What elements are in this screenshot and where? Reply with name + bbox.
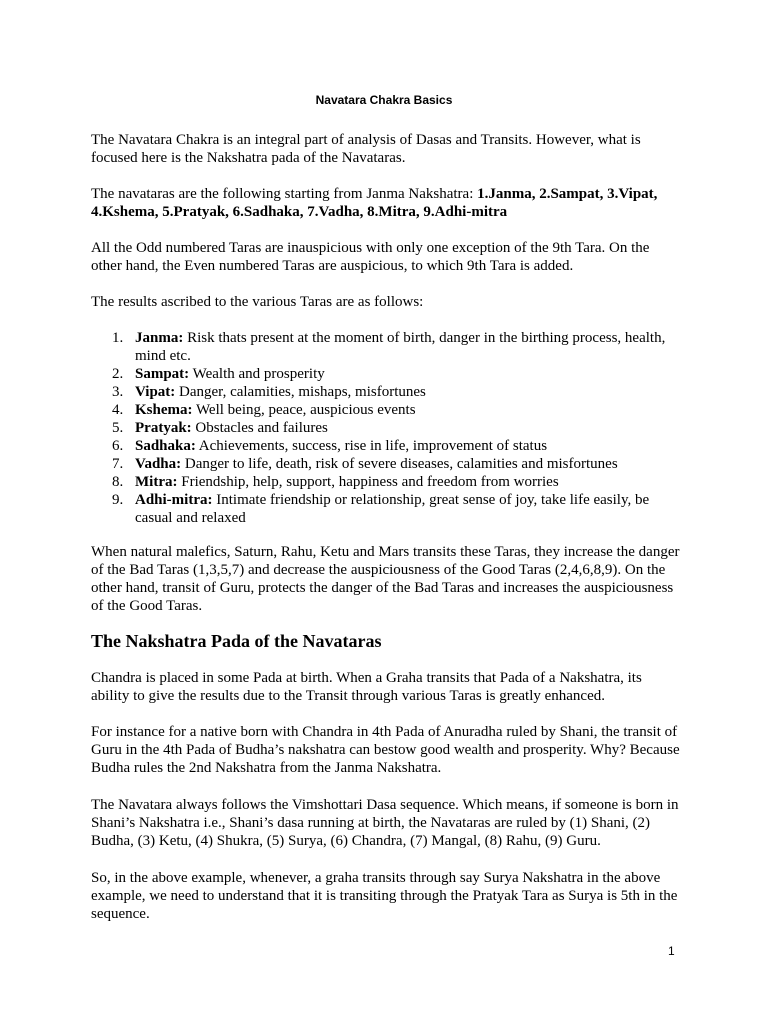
taras-list	[91, 329, 681, 527]
navataras-lead: The navataras are the following starting from Janma Nakshatra:	[91, 186, 478, 202]
list-item	[91, 365, 681, 383]
list-item	[91, 401, 681, 419]
list-item-number: 4.	[112, 402, 124, 418]
vimshottari-paragraph: The Navatara always follows the Vimshottari Dasa sequence. Which means, if someone is born in Shani’s Nakshatra i.e., Shani’s dasa running at birth, the Navataras are ruled by (1) Shani, (2) Budha, (3) Ketu, (4) Shukra, (5) Surya, (6) Chandra, (7) Mangal, (8) Rahu, (9) Guru.	[91, 797, 679, 849]
list-item	[91, 473, 681, 491]
tara-description: Danger, calamities, mishaps, misfortunes	[175, 384, 426, 400]
instance-paragraph: For instance for a native born with Chandra in 4th Pada of Anuradha ruled by Shani, the transit of Guru in the 4th Pada of Budha’s nakshatra can bestow good wealth and prosperity. Why? Because Budha rules the 2nd Nakshatra from the Janma Nakshatra.	[91, 724, 680, 776]
chandra-paragraph: Chandra is placed in some Pada at birth. When a Graha transits that Pada of a Nakshatra, its ability to give the results due to the Transit through various Taras is greatly enhanced.	[91, 670, 642, 704]
section-heading: The Nakshatra Pada of the Navataras	[91, 631, 382, 651]
list-item-number: 3.	[112, 384, 124, 400]
list-item-number: 7.	[112, 456, 124, 472]
page-number: 1	[668, 944, 675, 958]
tara-description: Wealth and prosperity	[189, 366, 325, 382]
malefics-paragraph: When natural malefics, Saturn, Rahu, Ketu and Mars transits these Taras, they increase the danger of the Bad Taras (1,3,5,7) and decrease the auspiciousness of the Good Taras (2,4,6,8,9). On the other hand, transit of Guru, protects the danger of the Bad Taras and increases the auspiciousness of the Good Taras.	[91, 544, 680, 614]
list-item-number: 5.	[112, 420, 124, 436]
list-item	[91, 455, 681, 473]
list-item-number: 2.	[112, 366, 124, 382]
list-item-number: 6.	[112, 438, 124, 454]
list-item	[91, 383, 681, 401]
page-title: Navatara Chakra Basics	[315, 93, 453, 107]
tara-description: Obstacles and failures	[191, 420, 328, 436]
tara-description: Risk thats present at the moment of birth, danger in the birthing process, health, mind etc.	[135, 330, 666, 364]
tara-name: Pratyak:	[135, 420, 192, 436]
odd-even-paragraph: All the Odd numbered Taras are inauspicious with only one exception of the 9th Tara. On the other hand, the Even numbered Taras are auspicious, to which 9th Tara is added.	[91, 240, 650, 274]
list-item	[91, 437, 681, 455]
tara-name: Sampat:	[135, 366, 190, 382]
tara-name: Vipat:	[135, 384, 176, 400]
tara-description: Well being, peace, auspicious events	[192, 402, 416, 418]
tara-name: Janma:	[135, 330, 184, 346]
tara-name: Mitra:	[135, 474, 178, 490]
navataras-list: 1.Janma, 2.Sampat, 3.Vipat, 4.Kshema, 5.Pratyak, 6.Sadhaka, 7.Vadha, 8.Mitra, 9.Adhi-mitra	[91, 186, 658, 220]
tara-description: Intimate friendship or relationship, great sense of joy, take life easily, be casual and relaxed	[135, 492, 650, 526]
list-item	[91, 329, 681, 365]
tara-description: Danger to life, death, risk of severe diseases, calamities and misfortunes	[181, 456, 618, 472]
results-intro-paragraph: The results ascribed to the various Taras are as follows:	[91, 294, 424, 310]
tara-name: Adhi-mitra:	[135, 492, 213, 508]
intro-paragraph: The Navatara Chakra is an integral part of analysis of Dasas and Transits. However, what is focused here is the Nakshatra pada of the Navataras.	[91, 132, 641, 166]
navataras-paragraph	[91, 185, 681, 221]
list-item	[91, 491, 681, 527]
tara-name: Vadha:	[135, 456, 182, 472]
example-paragraph: So, in the above example, whenever, a graha transits through say Surya Nakshatra in the above example, we need to understand that it is transiting through the Pratyak Tara as Surya is 5th in the sequence.	[91, 870, 678, 922]
list-item-number: 1.	[112, 330, 124, 346]
list-item-number: 9.	[112, 492, 124, 508]
tara-name: Sadhaka:	[135, 438, 196, 454]
tara-name: Kshema:	[135, 402, 193, 418]
tara-description: Achievements, success, rise in life, improvement of status	[195, 438, 548, 454]
tara-description: Friendship, help, support, happiness and freedom from worries	[177, 474, 559, 490]
list-item	[91, 419, 681, 437]
list-item-number: 8.	[112, 474, 124, 490]
